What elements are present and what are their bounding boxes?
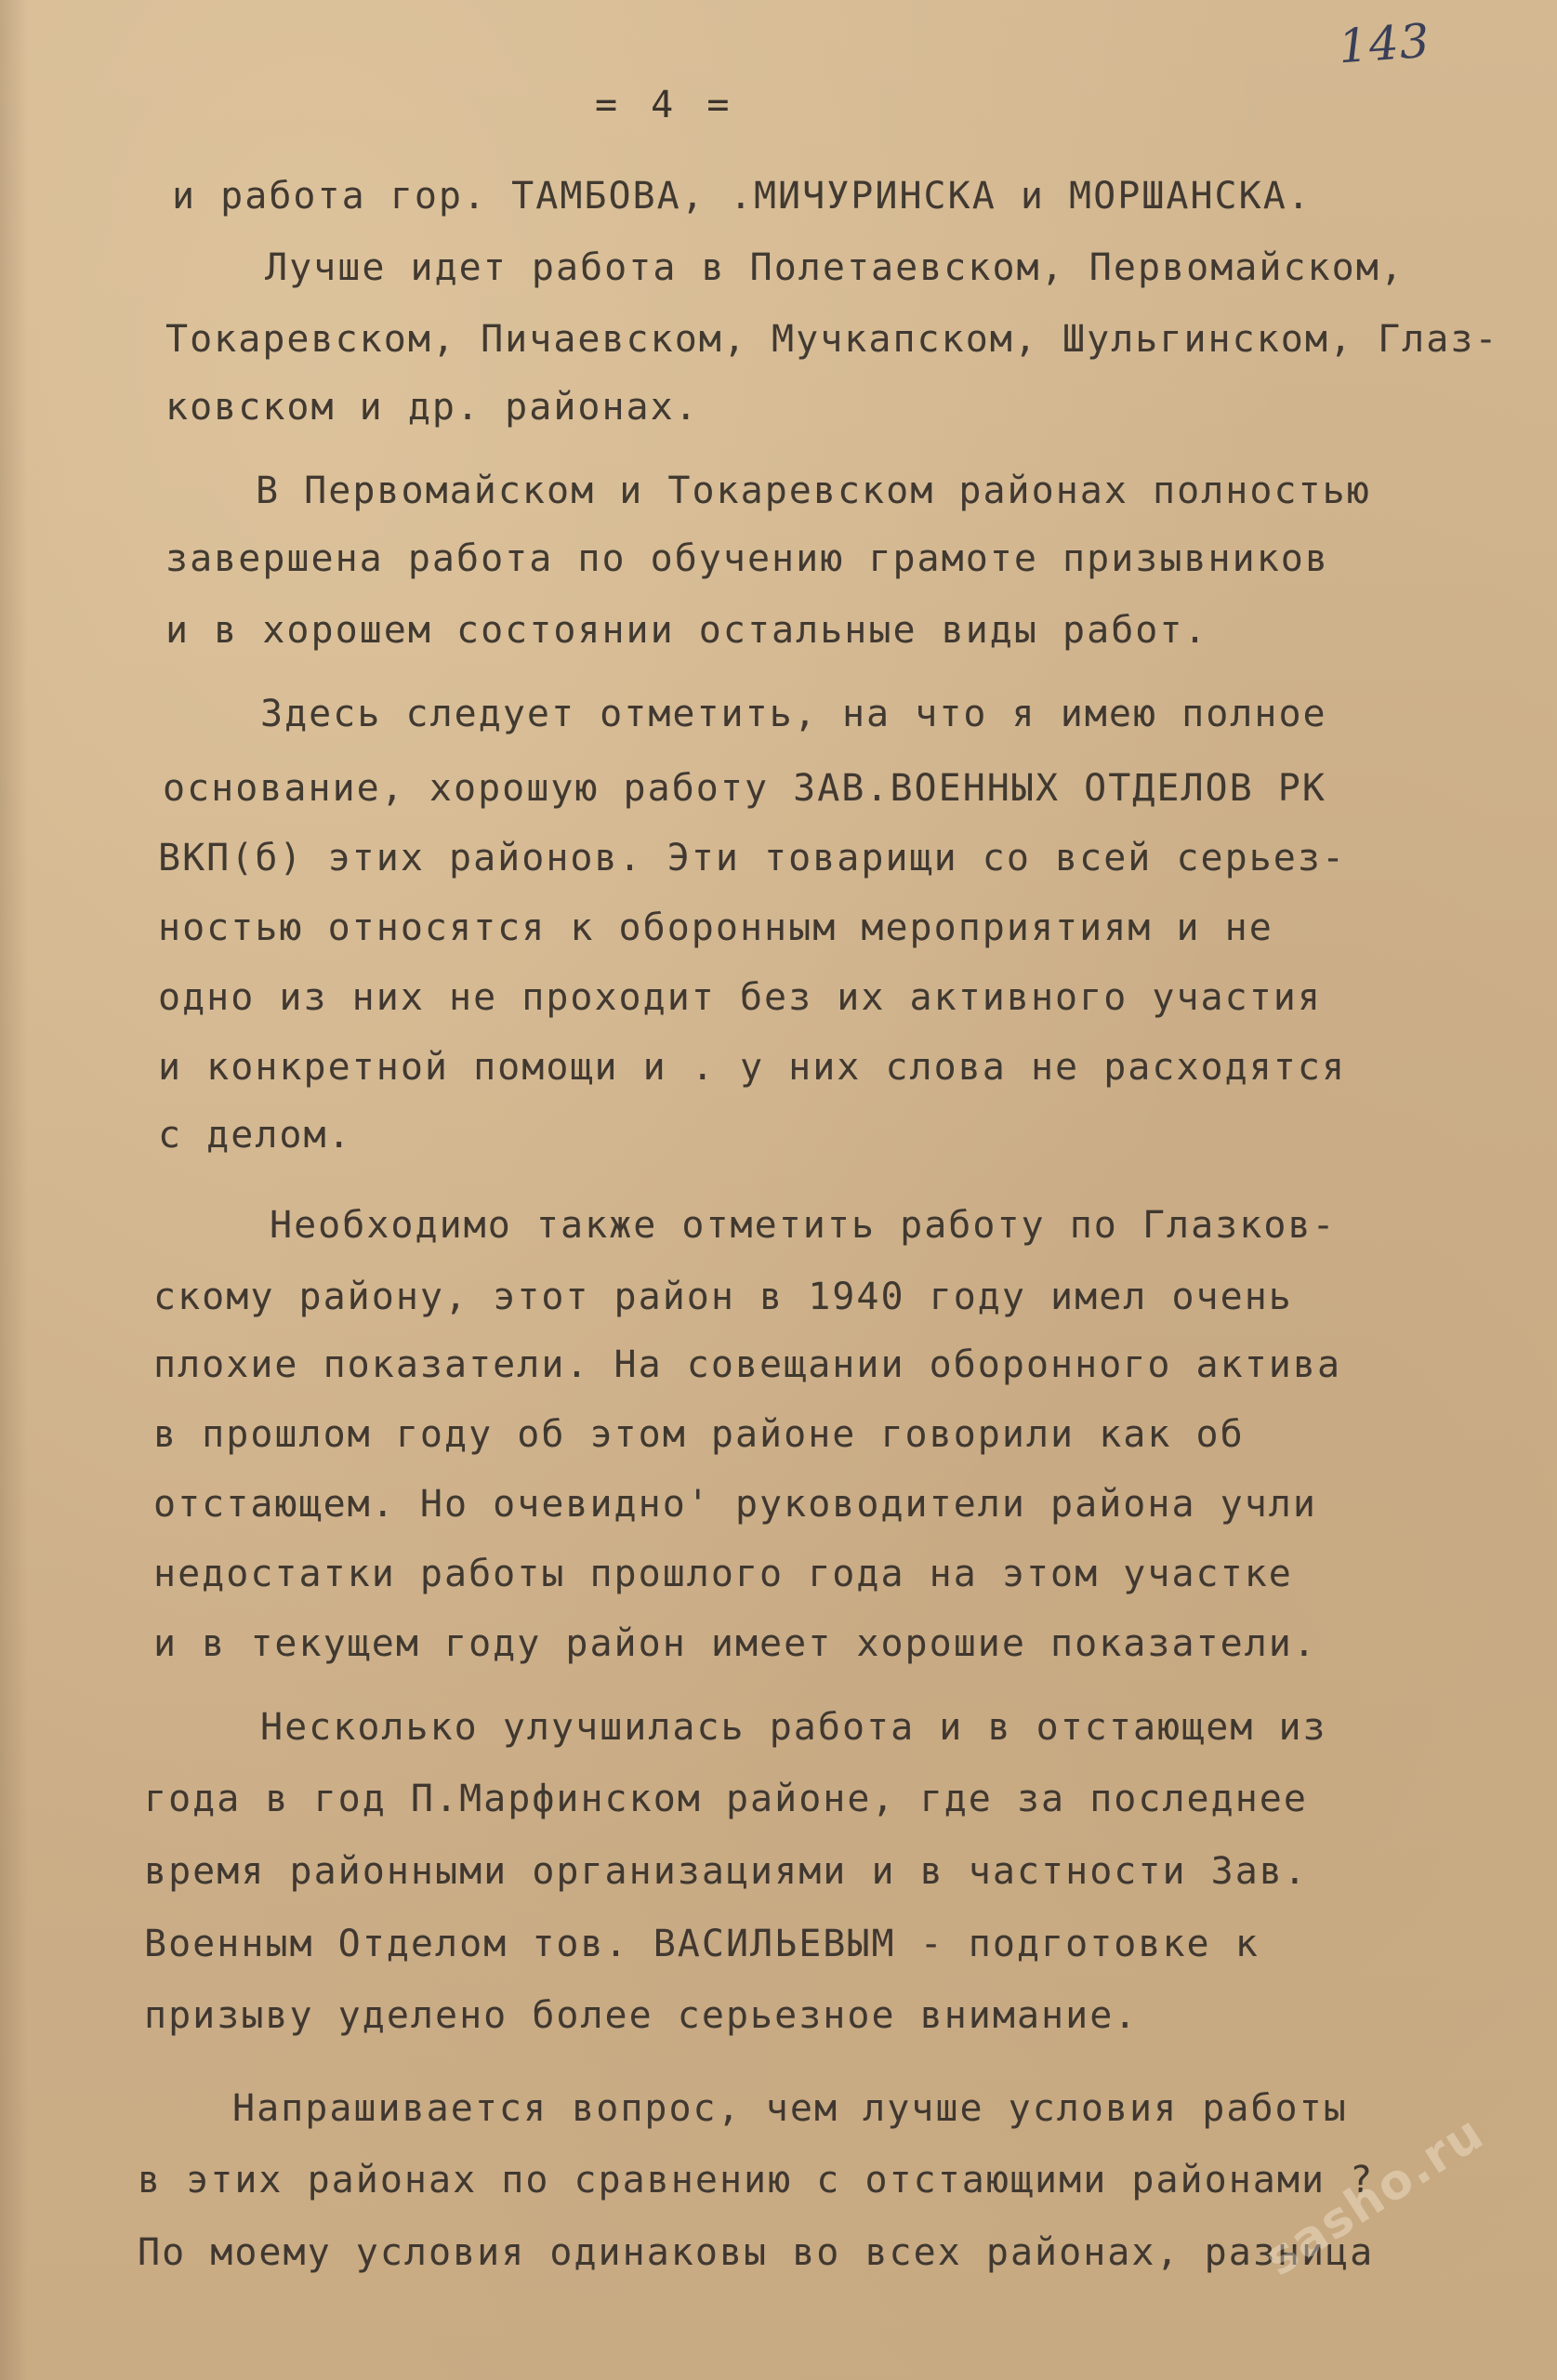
text-line: Необходимо также отметить работу по Глазков- [270, 1204, 1337, 1247]
text-line: основание, хорошую работу ЗАВ.ВОЕННЫХ ОТДЕЛОВ РК [163, 767, 1326, 810]
text-line: Токаревском, Пичаевском, Мучкапском, Шульгинском, Глаз- [165, 318, 1499, 361]
text-line: Военным Отделом тов. ВАСИЛЬЕВЫМ - подготовке к [144, 1923, 1260, 1965]
text-line: и конкретной помощи и . у них слова не расходятся [158, 1046, 1347, 1089]
page-number: = 4 = [595, 84, 735, 126]
text-line: недостатки работы прошлого года на этом участке [153, 1553, 1293, 1595]
text-line: ностью относятся к оборонным мероприятиям и не [158, 906, 1273, 949]
text-line: и работа гор. ТАМБОВА, .МИЧУРИНСКА и МОРШАНСКА. [172, 175, 1312, 218]
text-line: с делом. [158, 1114, 352, 1157]
text-line: Несколько улучшилась работа и в отстающем из [260, 1706, 1327, 1749]
text-line: По моему условия одинаковы во всех районах, разница [138, 2231, 1375, 2274]
text-line: призыву уделено более серьезное внимание. [144, 1994, 1139, 2037]
text-line: и в хорошем состоянии остальные виды работ. [165, 609, 1208, 652]
text-line: Здесь следует отметить, на что я имею полное [260, 693, 1327, 735]
text-line: одно из них не проходит без их активного участия [158, 976, 1322, 1019]
text-line: в прошлом году об этом районе говорили как об [153, 1413, 1245, 1456]
text-line: завершена работа по обучению грамоте призывников [165, 537, 1329, 580]
watermark: sasho.ru [1255, 2104, 1495, 2288]
text-line: плохие показатели. На совещании оборонного актива [153, 1343, 1342, 1386]
page-edge-shadow [0, 0, 28, 2380]
text-line: отстающем. Но очевидно' руководители района учли [153, 1483, 1317, 1526]
text-line: Лучше идет работа в Полетаевском, Первомайском, [265, 246, 1405, 289]
text-line: скому району, этот район в 1940 году имел очень [153, 1276, 1293, 1318]
text-line: время районными организациями и в частности Зав. [144, 1850, 1308, 1893]
folio-number: 143 [1337, 13, 1432, 74]
text-line: ВКП(б) этих районов. Эти товарищи со всей серьез- [158, 837, 1347, 879]
text-line: В Первомайском и Токаревском районах полностью [256, 469, 1371, 512]
text-line: года в год П.Марфинском районе, где за последнее [144, 1778, 1308, 1820]
text-line: ковском и др. районах. [165, 386, 699, 429]
text-line: в этих районах по сравнению с отстающими районами ? [138, 2159, 1375, 2202]
text-line: и в текущем году район имеет хорошие показатели. [153, 1622, 1317, 1665]
text-line: Напрашивается вопрос, чем лучше условия работы [232, 2087, 1348, 2130]
